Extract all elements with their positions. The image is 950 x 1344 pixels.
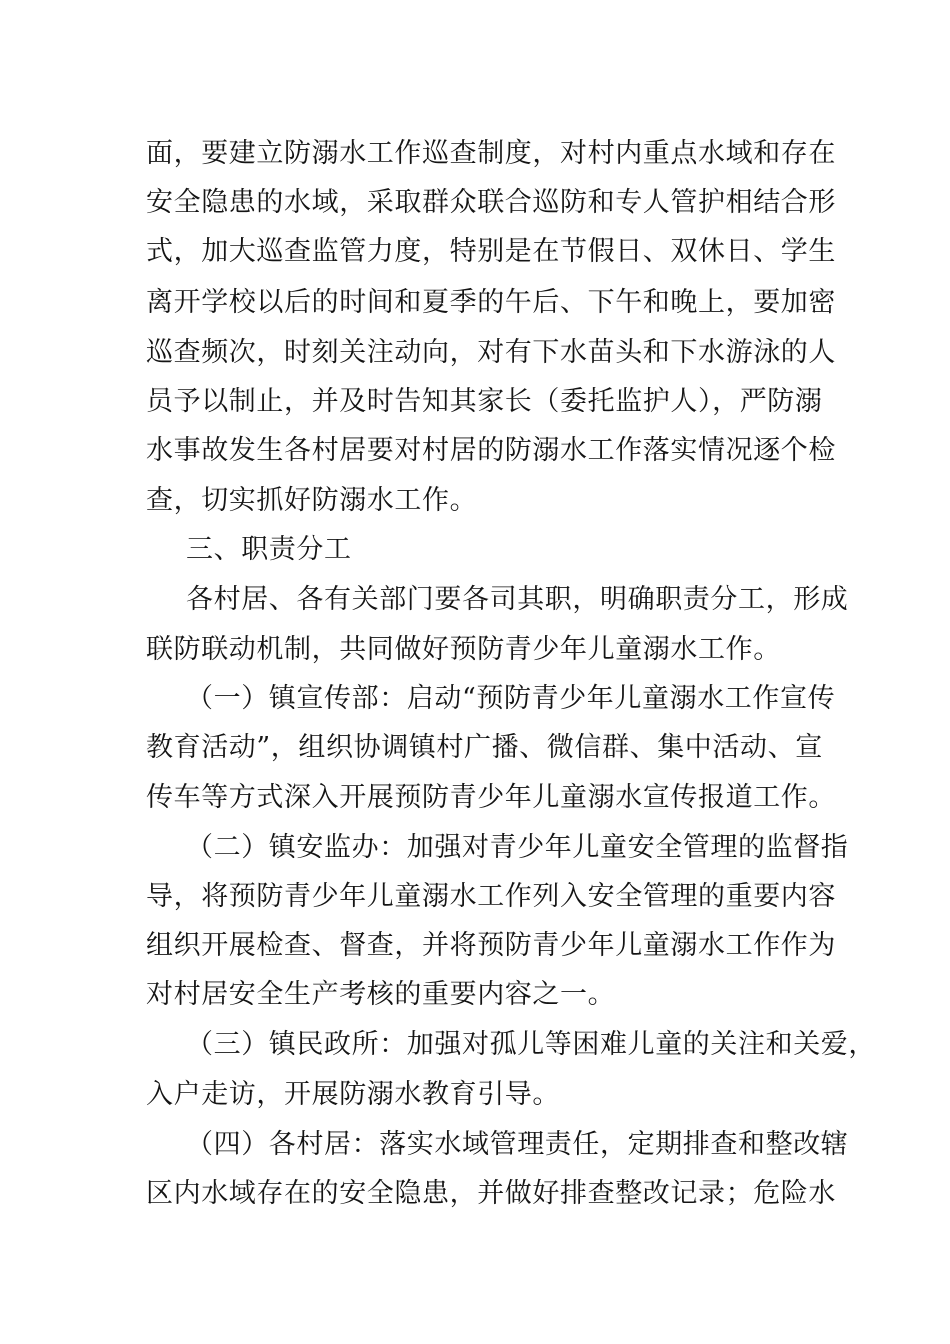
paragraph-line: 传车等方式深入开展预防青少年儿童溺水宣传报道工作。 — [146, 782, 836, 813]
section-heading: 三、职责分工 — [186, 534, 352, 565]
paragraph-line: 区内水域存在的安全隐患，并做好排查整改记录；危险水 — [146, 1178, 836, 1209]
paragraph-line: （一）镇宣传部：启动“预防青少年儿童溺水工作宣传 — [186, 683, 836, 714]
paragraph-line: 面，要建立防溺水工作巡查制度，对村内重点水域和存在 — [146, 138, 836, 169]
paragraph-line: 各村居、各有关部门要各司其职，明确职责分工，形成 — [186, 584, 849, 615]
paragraph-line: 式，加大巡查监管力度，特别是在节假日、双休日、学生 — [146, 236, 836, 267]
paragraph-line: 入户走访，开展防溺水教育引导。 — [146, 1079, 560, 1110]
paragraph-line: 导，将预防青少年儿童溺水工作列入安全管理的重要内容 — [146, 881, 836, 912]
paragraph-line: 联防联动机制，共同做好预防青少年儿童溺水工作。 — [146, 634, 781, 665]
paragraph-line: 巡查频次，时刻关注动向，对有下水苗头和下水游泳的人 — [146, 337, 836, 368]
paragraph-line: 离开学校以后的时间和夏季的午后、下午和晚上，要加密 — [146, 287, 836, 318]
paragraph-line: 组织开展检查、督查，并将预防青少年儿童溺水工作作为 — [146, 930, 836, 961]
paragraph-line: 教育活动”，组织协调镇村广播、微信群、集中活动、宣 — [146, 732, 823, 763]
paragraph-line: （四）各村居：落实水域管理责任，定期排查和整改辖 — [186, 1129, 849, 1160]
paragraph-line: 安全隐患的水域，采取群众联合巡防和专人管护相结合形 — [146, 187, 836, 218]
paragraph-line: （三）镇民政所：加强对孤儿等困难儿童的关注和关爱， — [186, 1029, 876, 1060]
paragraph-line: 水事故发生各村居要对村居的防溺水工作落实情况逐个检 — [146, 435, 836, 466]
paragraph-line: 员予以制止，并及时告知其家长（委托监护人），严防溺 — [146, 386, 823, 417]
paragraph-line: 查，切实抓好防溺水工作。 — [146, 485, 478, 516]
paragraph-line: 对村居安全生产考核的重要内容之一。 — [146, 979, 616, 1010]
paragraph-line: （二）镇安监办：加强对青少年儿童安全管理的监督指 — [186, 832, 849, 863]
